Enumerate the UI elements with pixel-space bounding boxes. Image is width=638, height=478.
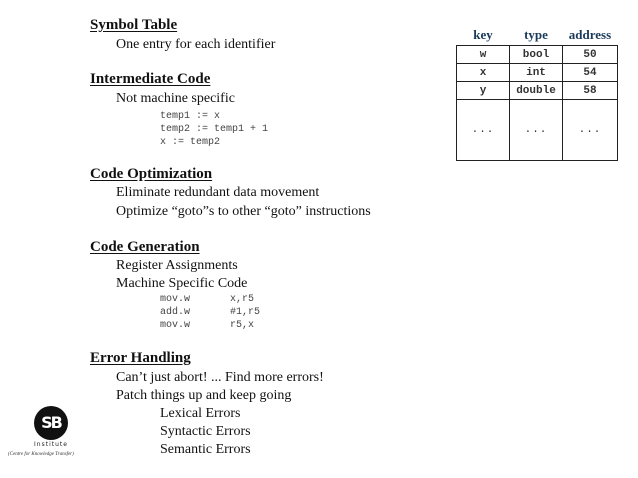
logo-name: Institute — [34, 441, 68, 448]
error-type-item: Syntactic Errors — [160, 424, 251, 439]
table-cell: 58 — [563, 82, 618, 100]
code-op: mov.w — [160, 320, 191, 331]
column-header-key: key — [473, 27, 493, 42]
symbol-table-grid — [456, 45, 618, 161]
table-row — [457, 100, 618, 161]
table-cell: ... — [510, 100, 563, 161]
code-line — [160, 306, 260, 319]
table-cell: int — [510, 64, 563, 82]
machine-code-block — [160, 293, 260, 332]
table-cell: bool — [510, 46, 563, 64]
logo-tagline: (Centre for Knowledge Transfer) — [8, 452, 74, 457]
table-header — [456, 25, 618, 45]
code-optimization-heading: Code Optimization — [90, 166, 213, 182]
code-optimization-line: Eliminate redundant data movement — [116, 185, 320, 200]
code-args: x,r5 — [230, 294, 255, 305]
intermediate-code-block — [160, 110, 268, 149]
symbol-table-diagram — [456, 25, 618, 161]
code-line — [160, 319, 260, 332]
table-row — [457, 64, 618, 82]
code-line — [160, 293, 260, 306]
error-type-item: Semantic Errors — [160, 442, 251, 457]
code-op: mov.w — [160, 294, 191, 305]
error-handling-line: Can’t just abort! ... Find more errors! — [116, 370, 324, 385]
code-generation-line: Register Assignments — [116, 258, 238, 273]
symbol-table-heading: Symbol Table — [90, 17, 178, 33]
table-cell: 50 — [563, 46, 618, 64]
error-handling-line: Patch things up and keep going — [116, 388, 292, 403]
intermediate-code-heading: Intermediate Code — [90, 71, 211, 87]
symbol-table-desc: One entry for each identifier — [116, 37, 276, 52]
code-line: temp2 := temp1 + 1 — [160, 124, 269, 135]
error-handling-heading: Error Handling — [90, 350, 191, 366]
table-cell: ... — [563, 100, 618, 161]
table-cell: y — [457, 82, 510, 100]
code-line: x := temp2 — [160, 137, 221, 148]
column-header-address: address — [568, 27, 612, 42]
code-args: #1,r5 — [230, 307, 261, 318]
code-op: add.w — [160, 307, 191, 318]
table-cell: ... — [457, 100, 510, 161]
intermediate-code-desc: Not machine specific — [116, 91, 235, 106]
institute-logo — [26, 406, 76, 448]
code-args: r5,x — [230, 320, 255, 331]
table-cell: x — [457, 64, 510, 82]
table-cell: double — [510, 82, 563, 100]
code-line: temp1 := x — [160, 111, 221, 122]
table-row — [457, 82, 618, 100]
error-type-item: Lexical Errors — [160, 406, 241, 421]
table-cell: w — [457, 46, 510, 64]
logo-mark: SB — [34, 406, 68, 440]
code-generation-line: Machine Specific Code — [116, 276, 248, 291]
code-optimization-line: Optimize “goto”s to other “goto” instructions — [116, 204, 371, 219]
column-header-type: type — [524, 27, 548, 42]
code-generation-heading: Code Generation — [90, 239, 200, 255]
table-cell: 54 — [563, 64, 618, 82]
table-row — [457, 46, 618, 64]
